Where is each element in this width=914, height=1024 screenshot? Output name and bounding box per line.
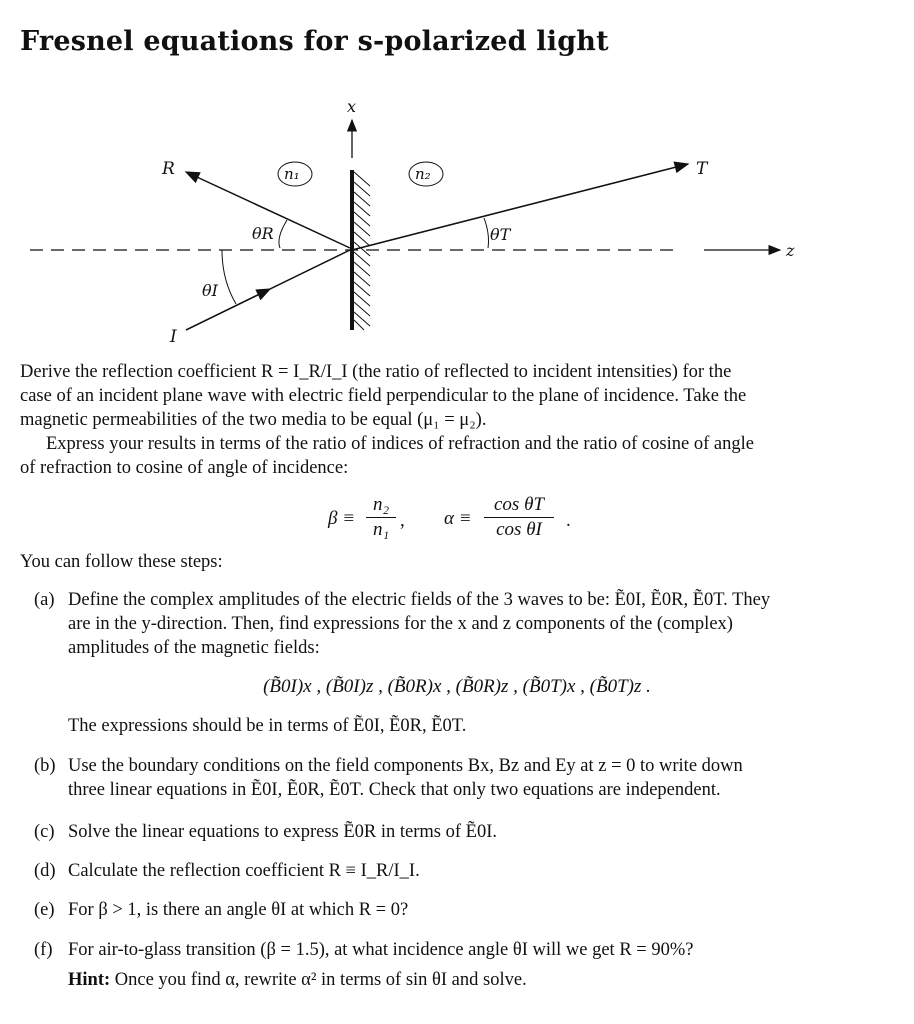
alpha-lhs: α ≡ bbox=[444, 508, 472, 529]
step-f-label: (f) bbox=[34, 940, 53, 960]
label-n2: n₂ bbox=[415, 165, 431, 183]
label-theta-i: θI bbox=[202, 281, 218, 300]
transmitted-ray bbox=[352, 164, 688, 250]
wall-hatching bbox=[354, 172, 370, 330]
step-b-line-2: three linear equations in Ẽ0I, Ẽ0R, Ẽ0T. Check that only two equations are independent. bbox=[68, 780, 721, 800]
step-b-line-1: Use the boundary conditions on the field components Bx, Bz and Ey at z = 0 to write down bbox=[68, 756, 743, 776]
step-a-line-3: amplitudes of the magnetic fields: bbox=[68, 638, 320, 658]
intro-line-2: case of an incident plane wave with electric field perpendicular to the plane of incidence. Take the bbox=[20, 386, 747, 406]
intro-line-1: Derive the reflection coefficient R = I_R/I_I (the ratio of reflected to incident intensities) for the bbox=[20, 362, 732, 382]
label-I: I bbox=[170, 327, 177, 347]
beta-numerator: n₂ bbox=[366, 494, 396, 518]
step-d-label: (d) bbox=[34, 861, 56, 881]
intro-paragraph bbox=[20, 360, 870, 480]
label-n1: n₁ bbox=[284, 165, 300, 183]
step-e-line-1: For β > 1, is there an angle θI at which R = 0? bbox=[68, 900, 409, 920]
step-c-label: (c) bbox=[34, 822, 55, 842]
step-e-label: (e) bbox=[34, 900, 55, 920]
alpha-denominator: cos θI bbox=[496, 519, 542, 540]
label-T: T bbox=[696, 159, 708, 179]
hint-label: Hint: bbox=[68, 970, 111, 990]
intro-line-5: of refraction to cosine of angle of incidence: bbox=[20, 458, 349, 478]
theta-t-arc bbox=[484, 218, 489, 248]
step-a-note: The expressions should be in terms of Ẽ0I, Ẽ0R, Ẽ0T. bbox=[68, 716, 467, 736]
step-a-label: (a) bbox=[34, 590, 55, 610]
intro-line-4: Express your results in terms of the ratio of indices of refraction and the ratio of cosine of angle bbox=[46, 434, 754, 454]
label-theta-r: θR bbox=[252, 224, 274, 243]
step-b-label: (b) bbox=[34, 756, 56, 776]
step-d-line-1: Calculate the reflection coefficient R ≡ I_R/I_I. bbox=[68, 861, 420, 881]
page-title: Fresnel equations for s-polarized light bbox=[20, 26, 609, 57]
incident-ray-arrowhead bbox=[186, 289, 270, 330]
step-a-line-2: are in the y-direction. Then, find expressions for the x and z components of the (complex) bbox=[68, 614, 733, 634]
step-c-line-1: Solve the linear equations to express Ẽ0R in terms of Ẽ0I. bbox=[68, 822, 498, 842]
beta-denominator: n₁ bbox=[372, 519, 390, 540]
hint-text: Once you find α, rewrite α² in terms of sin θI and solve. bbox=[114, 970, 527, 990]
step-a-line-1: Define the complex amplitudes of the electric fields of the 3 waves to be: Ẽ0I, Ẽ0R, Ẽ0T. They bbox=[68, 590, 771, 610]
definitions: β ≡ $\frac{\text{n₂}}{\text{n₁}}$ , α ≡ $\frac{\text{cos θT}}{\text{cos θI}}$ . bbox=[328, 494, 571, 540]
label-R: R bbox=[162, 159, 175, 179]
theta-i-arc bbox=[222, 250, 236, 304]
reflection-refraction-diagram bbox=[0, 90, 914, 350]
alpha-numerator: cos θT bbox=[484, 494, 554, 518]
theta-r-arc bbox=[279, 220, 287, 248]
intro-line-3: magnetic permeabilities of the two media to be equal (μ₁ = μ₂). bbox=[20, 410, 487, 430]
steps-intro: You can follow these steps: bbox=[20, 552, 223, 572]
label-z: z bbox=[786, 241, 795, 260]
label-x: x bbox=[347, 97, 357, 116]
beta-lhs: β ≡ bbox=[328, 508, 356, 529]
beta-fraction bbox=[366, 494, 396, 541]
step-f-line-1: For air-to-glass transition (β = 1.5), at what incidence angle θI will we get R = 90%? bbox=[68, 940, 694, 960]
alpha-fraction bbox=[484, 494, 554, 541]
step-f-hint bbox=[68, 968, 868, 992]
label-theta-t: θT bbox=[490, 225, 511, 244]
magnetic-field-components: (B̃0I)x , (B̃0I)z , (B̃0R)x , (B̃0R)z , (B̃0T)x , (B̃0T)z . bbox=[263, 676, 651, 697]
